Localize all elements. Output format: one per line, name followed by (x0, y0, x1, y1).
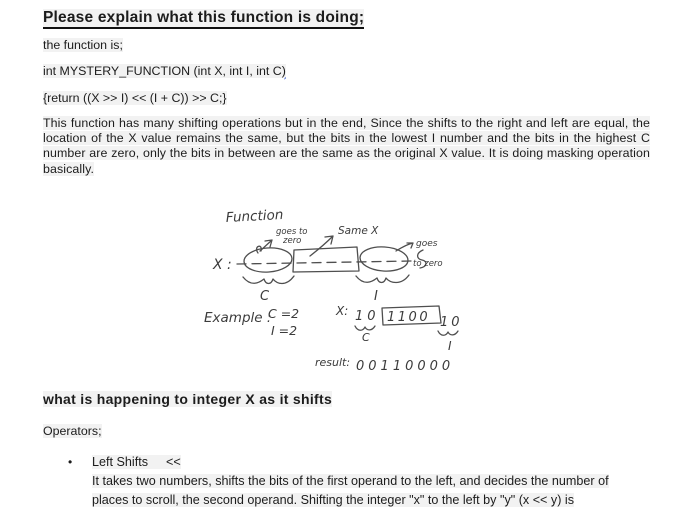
bits-right: 10 (440, 315, 463, 330)
brace-c-label: C (260, 289, 270, 304)
left-shift-operator: << (166, 455, 181, 469)
page-title (43, 9, 364, 27)
section-heading: what is happening to integer X as it shifts (43, 391, 333, 407)
example-c-value: C =2 (268, 306, 300, 321)
arrow-goes-to-zero-right (396, 243, 413, 251)
arrow-goes-to-zero-left (260, 240, 272, 251)
bits-brace-c (355, 326, 375, 330)
left-oval (243, 246, 293, 273)
right-oval (359, 245, 409, 272)
function-signature (43, 64, 286, 79)
bullet-title: Left Shifts << (92, 455, 181, 469)
intro-line: the function is; (43, 38, 123, 52)
bullet-body: It takes two numbers, shifts the bits of the first operand to the left, and decides the number of places to scroll, the second operand. Shifting the integer "x" to the left by "y" (x << y) is (92, 474, 609, 507)
handwritten-diagram (180, 200, 480, 385)
example-label: Example : (204, 310, 272, 326)
bits-i-label: I (448, 339, 452, 353)
dashed-bit-line (237, 261, 412, 264)
middle-box (293, 247, 359, 272)
result-bits: 00110000 (356, 359, 455, 374)
operators-label: Operators; (43, 424, 102, 438)
bits-c-label: C (362, 331, 370, 344)
page-title-text: Please explain what this function is doing; (43, 9, 364, 29)
signature-text: int MYSTERY_FUNCTION (int X, int I, int C (43, 64, 282, 78)
bits-brace-i (438, 331, 458, 335)
brace-c (243, 276, 294, 284)
arrow1-label-line1: goes to (276, 227, 308, 237)
bits-boxed: 1100 (387, 310, 431, 325)
arrow3-label-line1: goes (416, 239, 438, 249)
bullet-icon: • (68, 455, 73, 469)
diagram-title: Function (225, 207, 284, 226)
arrow-same-x (310, 236, 333, 256)
function-body-code: {return ((X >> I) << (I + C)) >> C;} (43, 91, 227, 105)
result-label: result: (315, 356, 351, 369)
example-x-prefix: X: (336, 304, 349, 318)
list-item-left-shifts (68, 453, 640, 510)
diagram-x-label: X : (213, 257, 232, 273)
brace-i (356, 275, 409, 283)
explanation-paragraph: This function has many shifting operations but in the end, Since the shifts to the right and left are equal, the location of the X value remains the same, but the bits in the lowest I number and the bits in the highest C number are zero, only the bits in between are the same as the original X value. It is doing masking operation basically. (43, 116, 650, 176)
arrow2-label: Same X (338, 225, 379, 237)
bits-left: 10 (355, 309, 380, 324)
signature-grammar-mark: ) (281, 64, 286, 78)
brace-i-label: I (374, 289, 378, 304)
arrow3-label-line2: to zero (413, 259, 443, 269)
arrow1-label-line2: zero (283, 236, 302, 246)
example-i-value: I =2 (271, 323, 298, 338)
